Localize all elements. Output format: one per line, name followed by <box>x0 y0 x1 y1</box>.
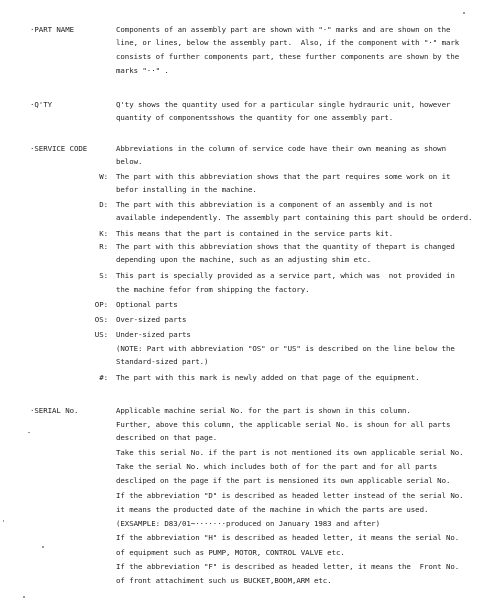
code-label-hash: #: <box>99 373 108 382</box>
part-name-line: Components of an assembly part are shown with "·" marks and are shown on the <box>116 25 451 34</box>
serial-no-line: of equipment such as PUMP, MOTOR, CONTROL VALVE etc. <box>116 548 345 557</box>
qty-line: quantity of componentsshows the quantity for one assembly part. <box>116 113 394 122</box>
code-label-k: K: <box>99 229 108 238</box>
scan-speck <box>463 12 465 14</box>
scan-speck <box>3 520 4 522</box>
part-name-heading: ·PART NAME <box>30 25 74 34</box>
code-label-op: OP: <box>94 300 108 309</box>
code-label-r: R: <box>99 242 108 251</box>
service-code-intro: below. <box>116 157 143 166</box>
code-label-us: US: <box>94 330 108 339</box>
serial-no-line: Further, above this column, the applicable serial No. is shoun for all parts <box>116 420 451 429</box>
code-label-w: W: <box>99 172 108 181</box>
serial-no-line: of front attachiment such us BUCKET,BOOM,ARM etc. <box>116 576 332 585</box>
serial-no-line: described on that page. <box>116 433 218 442</box>
service-code-intro: Abbreviations in the column of service code have their own meaning as shown <box>116 144 446 153</box>
qty-heading: ·Q'TY <box>30 100 52 109</box>
part-name-line: marks "··" . <box>116 66 169 75</box>
code-desc: Over-sized parts <box>116 315 187 324</box>
serial-no-line: descliped on the page if the part is mensioned its own applicable serial No. <box>116 476 451 485</box>
code-label-s: S: <box>99 271 108 280</box>
part-name-line: consists of further components part, these further components are shown by the <box>116 52 460 61</box>
code-desc: depending upon the machine, such as an adjusting shim etc. <box>116 255 372 264</box>
code-label-d: D: <box>99 200 108 209</box>
serial-no-line: If the abbreviation "F" is described as headed letter, it means the Front No. <box>116 562 460 571</box>
serial-no-line: If the abbreviation "D" is described as headed letter instead of the serial No. <box>116 491 464 500</box>
scan-speck <box>28 432 30 433</box>
qty-line: Q'ty shows the quantity used for a particular single hydrauric unit, however <box>116 100 451 109</box>
code-label-os: OS: <box>94 315 108 324</box>
part-name-line: line, or lines, below the assembly part. Also, if the component with "·" mark <box>116 38 460 47</box>
code-desc: the machine fefor from shipping the factory. <box>116 285 310 294</box>
serial-no-line: Take the serial No. which includes both of for the part and for all parts <box>116 462 438 471</box>
serial-no-line: it means the producted date of the machine in which the parts are used. <box>116 505 429 514</box>
code-note: (NOTE: Part with abbreviation "OS" or "US" is described on the line below the <box>116 344 455 353</box>
code-desc: The part with this abbreviation shows that the part requires some work on it <box>116 172 451 181</box>
scan-speck <box>23 596 25 598</box>
service-code-heading: ·SERVICE CODE <box>30 144 88 153</box>
code-desc: befor installing in the machine. <box>116 185 257 194</box>
serial-no-example: (EXSAMPLE: D83/01~·······produced on January 1983 and after) <box>116 519 380 528</box>
code-desc: The part with this abbreviation shows that the quantity of thepart is changed <box>116 242 455 251</box>
serial-no-line: Applicable machine serial No. for the part is shown in this column. <box>116 406 411 415</box>
scan-speck <box>42 546 44 548</box>
code-note: Standard-sized part.) <box>116 357 209 366</box>
code-desc: The part with this mark is newly added on that page of the equipment. <box>116 373 420 382</box>
code-desc: This means that the part is contained in the service parts kit. <box>116 229 394 238</box>
code-desc: Under-sized parts <box>116 330 191 339</box>
serial-no-line: Take this serial No. if the part is not mentioned its own applicable serial No. <box>116 448 464 457</box>
serial-no-line: If the abbreviation "H" is described as headed letter, it means the serial No. <box>116 533 460 542</box>
code-desc: Optional parts <box>116 300 178 309</box>
code-desc: The part with this abbreviation is a component of an assembly and is not <box>116 200 433 209</box>
serial-no-heading: ·SERIAL No. <box>30 406 79 415</box>
code-desc: This part is specially provided as a service part, which was not provided in <box>116 271 455 280</box>
code-desc: available independently. The assembly part containing this part should be orderd. <box>116 213 473 222</box>
